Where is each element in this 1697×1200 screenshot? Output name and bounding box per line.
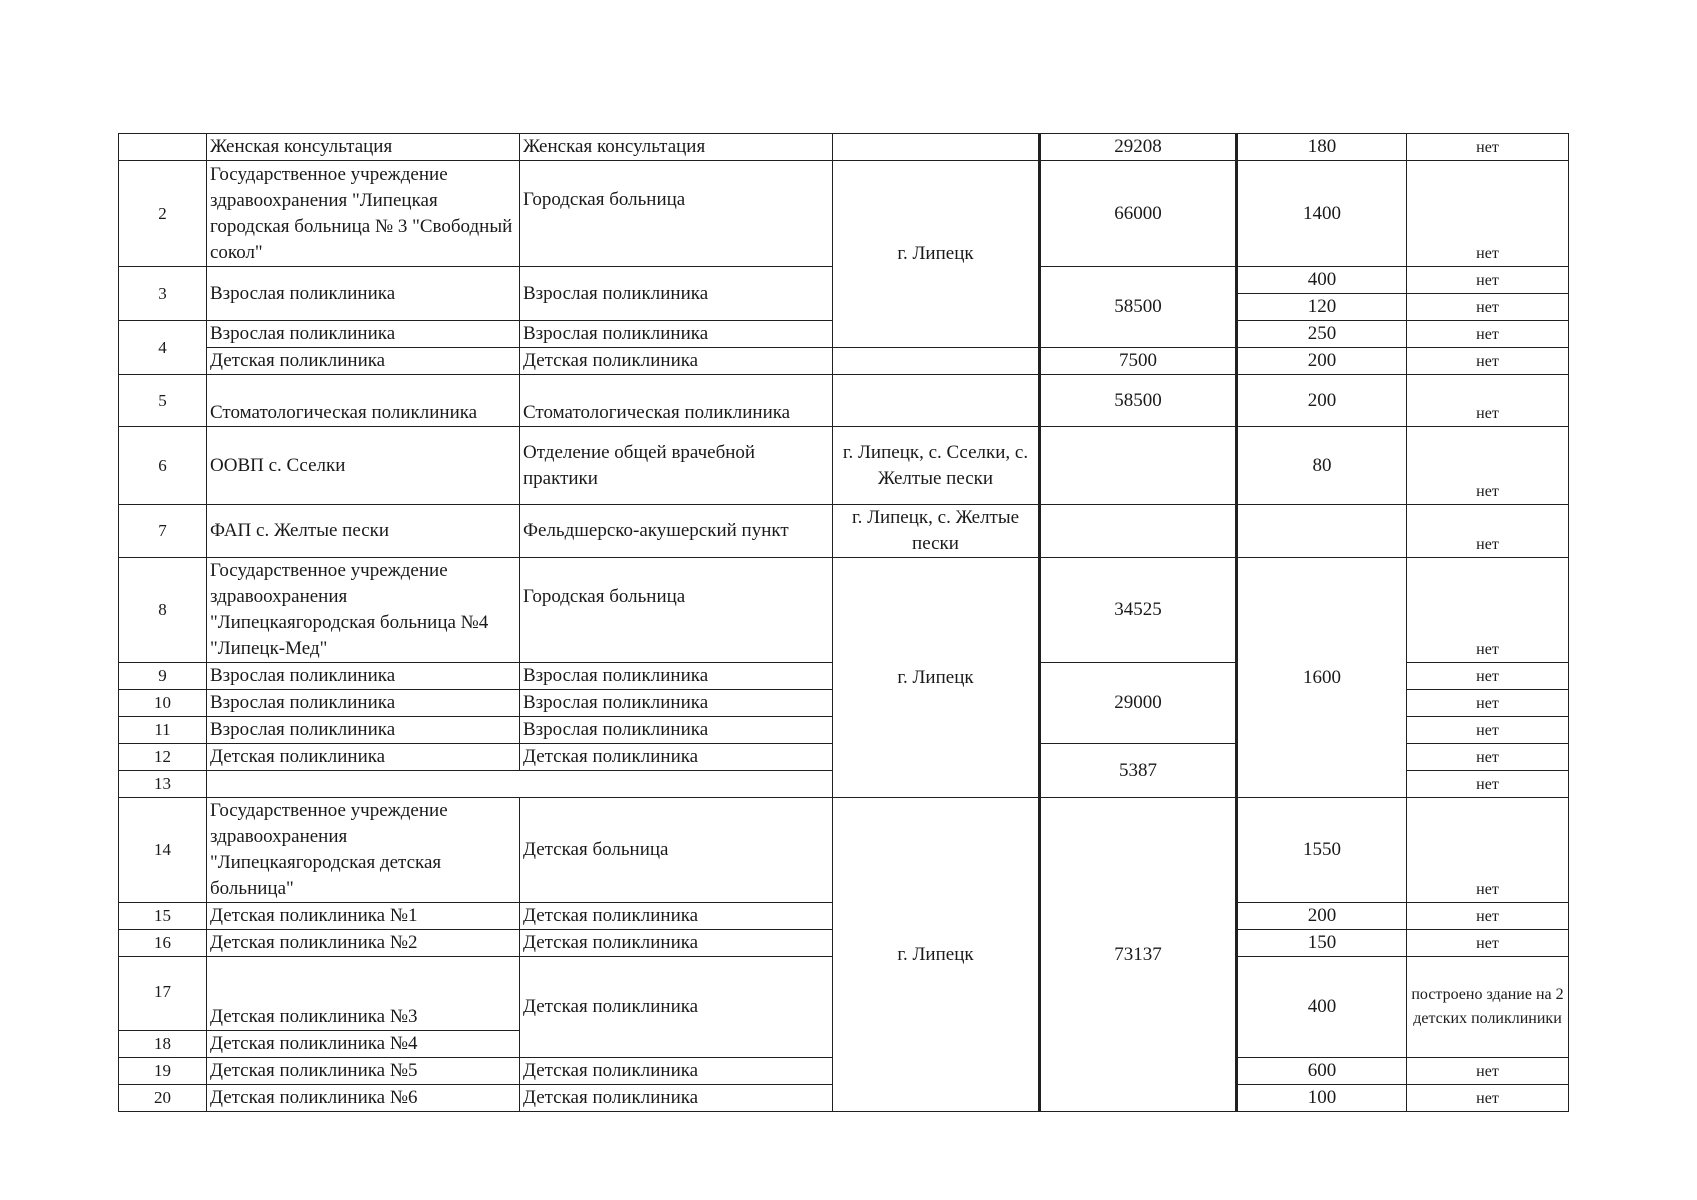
row-number: 8 [119,558,207,663]
facility-name: Взрослая поликлиника [207,717,520,744]
capacity-cell: 200 [1237,348,1407,375]
row-number: 18 [119,1031,207,1058]
facility-name: Детская поликлиника [207,348,520,375]
facility-name: Детская поликлиника №3 [207,957,520,1031]
facility-name: Взрослая поликлиника [207,690,520,717]
area-cell: 29000 [1040,663,1237,744]
row-number: 13 [119,771,207,798]
area-cell: 5387 [1040,744,1237,798]
area-cell: 34525 [1040,558,1237,663]
area-cell: 58500 [1040,375,1237,427]
table-row [119,161,1569,267]
row-number: 20 [119,1085,207,1112]
capacity-cell: 150 [1237,930,1407,957]
facility-type: Фельдшерско-акушерский пункт [520,505,833,558]
facility-name: Взрослая поликлиника [207,663,520,690]
table-row [119,798,1569,903]
row-number: 3 [119,267,207,321]
note-cell: нет [1407,348,1569,375]
facility-type: Детская поликлиника [520,957,833,1058]
row-number: 7 [119,505,207,558]
note-cell: нет [1407,267,1569,294]
note-cell: нет [1407,744,1569,771]
capacity-cell: 250 [1237,321,1407,348]
capacity-cell: 80 [1237,427,1407,505]
facility-name: Детская поликлиника [207,744,520,771]
facility-name: Стоматологическая поликлиника [207,375,520,427]
location-cell [833,348,1040,375]
capacity-cell [1237,505,1407,558]
location-cell: г. Липецк, с. Желтые пески [833,505,1040,558]
capacity-cell: 200 [1237,375,1407,427]
note-cell: нет [1407,663,1569,690]
facility-name: Государственное учреждение здравоохранения "Липецкая городская больница № 3 "Свободный сокол" [207,161,520,267]
facility-name: Государственное учреждение здравоохранения "Липецкаягородская детская больница" [207,798,520,903]
facility-type: Городская больница [520,161,833,267]
facilities-table [118,133,1569,1112]
area-cell: 58500 [1040,267,1237,348]
table-row [119,348,1569,375]
capacity-cell: 200 [1237,903,1407,930]
note-cell: нет [1407,903,1569,930]
capacity-cell: 1550 [1237,798,1407,903]
row-number: 11 [119,717,207,744]
table-row [119,427,1569,505]
note-cell: построено здание на 2 детских поликлиники [1407,957,1569,1058]
row-number: 19 [119,1058,207,1085]
row-number: 10 [119,690,207,717]
facility-type: Детская поликлиника [520,1058,833,1085]
facility-name: Женская консультация [207,134,520,161]
capacity-cell: 1400 [1237,161,1407,267]
facility-name: ФАП с. Желтые пески [207,505,520,558]
facility-type: Детская поликлиника [520,744,833,771]
facility-name: Взрослая поликлиника [207,321,520,348]
location-cell [833,375,1040,427]
facility-name [207,771,833,798]
area-cell [1040,505,1237,558]
note-cell: нет [1407,930,1569,957]
location-cell: г. Липецк, с. Сселки, с. Желтые пески [833,427,1040,505]
facility-type: Детская поликлиника [520,930,833,957]
capacity-cell: 180 [1237,134,1407,161]
row-number: 9 [119,663,207,690]
facility-name: ООВП с. Сселки [207,427,520,505]
facility-type: Женская консультация [520,134,833,161]
note-cell: нет [1407,798,1569,903]
note-cell: нет [1407,294,1569,321]
facility-type: Городская больница [520,558,833,663]
capacity-cell: 400 [1237,957,1407,1058]
facility-type: Детская больница [520,798,833,903]
area-cell: 29208 [1040,134,1237,161]
row-number: 16 [119,930,207,957]
facility-name: Детская поликлиника №6 [207,1085,520,1112]
note-cell: нет [1407,134,1569,161]
row-number: 14 [119,798,207,903]
facility-name: Детская поликлиника №5 [207,1058,520,1085]
note-cell: нет [1407,321,1569,348]
row-number: 15 [119,903,207,930]
row-number: 5 [119,375,207,427]
facility-type: Взрослая поликлиника [520,663,833,690]
facility-type: Взрослая поликлиника [520,717,833,744]
note-cell: нет [1407,717,1569,744]
row-number: 6 [119,427,207,505]
area-cell: 66000 [1040,161,1237,267]
table-row [119,505,1569,558]
facility-name: Взрослая поликлиника [207,267,520,321]
table-row [119,558,1569,663]
facility-type: Детская поликлиника [520,1085,833,1112]
note-cell: нет [1407,161,1569,267]
row-number [119,134,207,161]
facility-name: Детская поликлиника №1 [207,903,520,930]
note-cell: нет [1407,771,1569,798]
table-row [119,134,1569,161]
note-cell: нет [1407,1085,1569,1112]
table-row [119,375,1569,427]
note-cell: нет [1407,505,1569,558]
facility-type: Детская поликлиника [520,348,833,375]
location-cell [833,134,1040,161]
facility-type: Стоматологическая поликлиника [520,375,833,427]
area-cell: 73137 [1040,798,1237,1112]
facility-type: Отделение общей врачебной практики [520,427,833,505]
facility-name: Детская поликлиника №2 [207,930,520,957]
note-cell: нет [1407,427,1569,505]
location-cell: г. Липецк [833,161,1040,348]
note-cell: нет [1407,558,1569,663]
row-number: 4 [119,321,207,375]
note-cell: нет [1407,1058,1569,1085]
location-cell: г. Липецк [833,558,1040,798]
row-number: 17 [119,957,207,1031]
facility-name: Государственное учреждение здравоохранения "Липецкаягородская больница №4 "Липецк-Мед" [207,558,520,663]
area-cell [1040,427,1237,505]
facility-type: Взрослая поликлиника [520,690,833,717]
facility-name: Детская поликлиника №4 [207,1031,520,1058]
location-cell: г. Липецк [833,798,1040,1112]
facility-type: Детская поликлиника [520,903,833,930]
capacity-cell: 400 [1237,267,1407,294]
note-cell: нет [1407,375,1569,427]
facility-type: Взрослая поликлиника [520,321,833,348]
capacity-cell: 100 [1237,1085,1407,1112]
row-number: 2 [119,161,207,267]
note-cell: нет [1407,690,1569,717]
facility-type: Взрослая поликлиника [520,267,833,321]
row-number: 12 [119,744,207,771]
capacity-cell: 600 [1237,1058,1407,1085]
area-cell: 7500 [1040,348,1237,375]
capacity-cell: 120 [1237,294,1407,321]
capacity-cell: 1600 [1237,558,1407,798]
